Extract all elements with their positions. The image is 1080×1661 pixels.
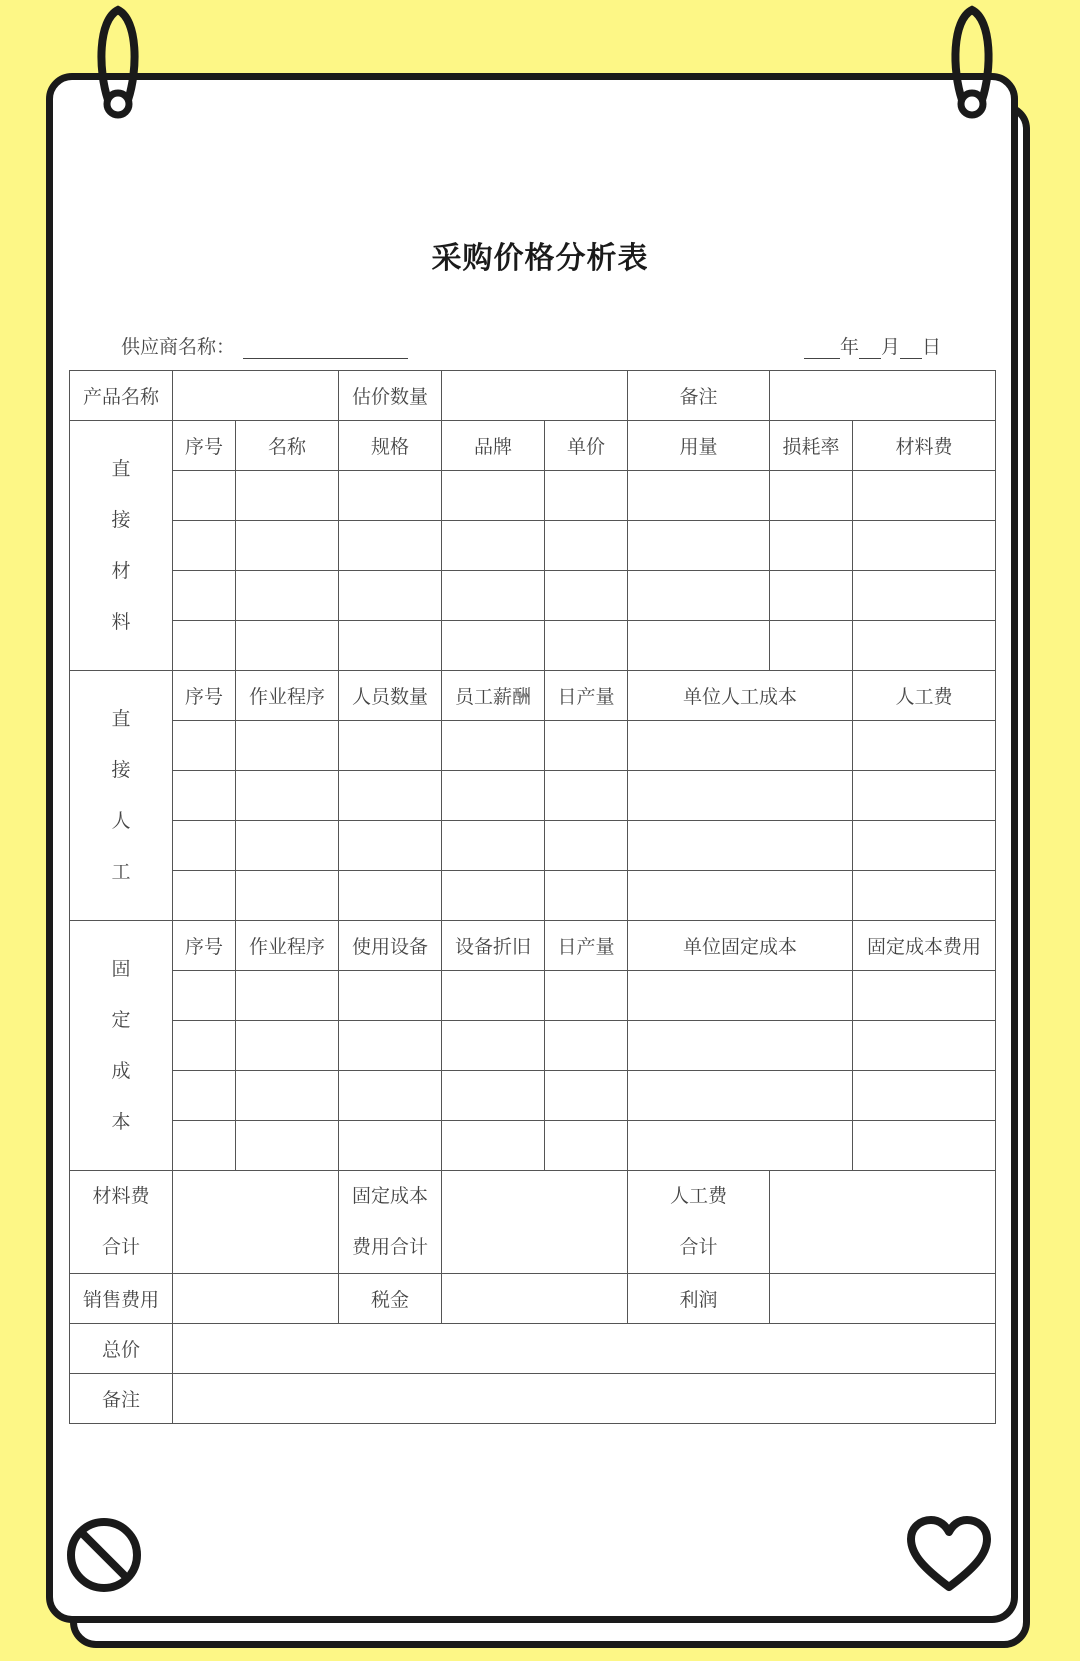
table-cell[interactable] — [853, 621, 996, 671]
column-header: 人工费 — [853, 671, 996, 721]
table-cell[interactable] — [628, 621, 770, 671]
table-cell[interactable] — [236, 971, 339, 1021]
table-row — [70, 971, 996, 1021]
column-header: 用量 — [628, 421, 770, 471]
binder-ring-right-icon — [948, 0, 996, 120]
label-line: 合计 — [679, 1236, 718, 1258]
bottom-remark-cell[interactable] — [173, 1374, 996, 1424]
table-cell[interactable] — [628, 721, 853, 771]
section-char: 料 — [111, 610, 131, 633]
table-cell[interactable] — [770, 471, 853, 521]
table-cell[interactable] — [442, 621, 545, 671]
column-header: 固定成本费用 — [853, 921, 996, 971]
table-row — [70, 1021, 996, 1071]
table-cell[interactable] — [545, 521, 628, 571]
table-cell[interactable] — [628, 821, 853, 871]
table-cell[interactable] — [339, 471, 442, 521]
day-label: 日 — [922, 336, 942, 358]
table-cell[interactable] — [442, 521, 545, 571]
product-name-cell[interactable] — [173, 371, 339, 421]
column-header: 作业程序 — [236, 671, 339, 721]
date-field — [804, 332, 941, 359]
table-cell[interactable] — [442, 771, 545, 821]
table-cell[interactable] — [173, 821, 236, 871]
table-cell[interactable] — [173, 971, 236, 1021]
column-header: 单位固定成本 — [628, 921, 853, 971]
table-cell[interactable] — [545, 871, 628, 921]
table-cell[interactable] — [173, 1021, 236, 1071]
label-line: 人工费 — [669, 1185, 727, 1207]
table-cell[interactable] — [545, 1121, 628, 1171]
table-cell[interactable] — [339, 1021, 442, 1071]
table-cell[interactable] — [628, 1021, 853, 1071]
table-cell[interactable] — [853, 721, 996, 771]
table-row — [70, 421, 996, 471]
section-char: 定 — [111, 1008, 131, 1031]
table-row — [70, 1374, 996, 1424]
table-cell[interactable] — [770, 621, 853, 671]
table-cell[interactable] — [236, 721, 339, 771]
table-cell[interactable] — [628, 471, 770, 521]
table-cell[interactable] — [173, 1121, 236, 1171]
supplier-field — [121, 332, 408, 359]
table-cell[interactable] — [173, 871, 236, 921]
table-cell[interactable] — [339, 971, 442, 1021]
column-header: 材料费 — [853, 421, 996, 471]
label-line: 固定成本 — [351, 1185, 428, 1207]
table-cell[interactable] — [545, 471, 628, 521]
column-header: 作业程序 — [236, 921, 339, 971]
section-char: 成 — [111, 1059, 131, 1082]
table-cell[interactable] — [545, 1021, 628, 1071]
fixed-total-cell[interactable] — [442, 1171, 628, 1274]
table-row — [70, 721, 996, 771]
table-cell[interactable] — [853, 1121, 996, 1171]
table-cell[interactable] — [339, 771, 442, 821]
table-cell[interactable] — [339, 1121, 442, 1171]
total-price-cell[interactable] — [173, 1324, 996, 1374]
year-label: 年 — [840, 336, 860, 358]
section-char: 接 — [111, 758, 131, 781]
month-blank[interactable] — [859, 338, 881, 359]
label-total-price: 总价 — [70, 1324, 173, 1374]
column-header: 员工薪酬 — [442, 671, 545, 721]
table-cell[interactable] — [853, 471, 996, 521]
remark-cell[interactable] — [770, 371, 996, 421]
table-cell[interactable] — [442, 871, 545, 921]
table-cell[interactable] — [236, 571, 339, 621]
table-cell[interactable] — [853, 771, 996, 821]
table-cell[interactable] — [173, 1071, 236, 1121]
table-cell[interactable] — [628, 521, 770, 571]
column-header: 序号 — [173, 421, 236, 471]
column-header: 名称 — [236, 421, 339, 471]
table-cell[interactable] — [339, 721, 442, 771]
year-blank[interactable] — [804, 338, 840, 359]
label-labor-total — [628, 1171, 770, 1274]
sales-expense-cell[interactable] — [173, 1274, 339, 1324]
table-cell[interactable] — [236, 871, 339, 921]
section-direct-material — [70, 421, 173, 671]
section-char: 工 — [111, 860, 131, 883]
table-cell[interactable] — [442, 571, 545, 621]
label-estimated-qty: 估价数量 — [339, 371, 442, 421]
table-cell[interactable] — [545, 771, 628, 821]
table-cell[interactable] — [628, 771, 853, 821]
table-cell[interactable] — [236, 621, 339, 671]
table-row — [70, 571, 996, 621]
price-analysis-table — [69, 370, 996, 1424]
day-blank[interactable] — [900, 338, 922, 359]
column-header: 使用设备 — [339, 921, 442, 971]
table-cell[interactable] — [628, 971, 853, 1021]
heart-icon — [905, 1515, 993, 1595]
table-cell[interactable] — [545, 721, 628, 771]
labor-total-cell[interactable] — [770, 1171, 996, 1274]
table-cell[interactable] — [236, 1021, 339, 1071]
table-cell[interactable] — [628, 1121, 853, 1171]
tax-cell[interactable] — [442, 1274, 628, 1324]
supplier-label: 供应商名称： — [121, 336, 236, 358]
label-material-total — [70, 1171, 173, 1274]
table-cell[interactable] — [442, 1071, 545, 1121]
label-fixed-total — [339, 1171, 442, 1274]
table-row — [70, 521, 996, 571]
column-header: 品牌 — [442, 421, 545, 471]
table-cell[interactable] — [628, 1071, 853, 1121]
table-cell[interactable] — [339, 621, 442, 671]
table-cell[interactable] — [853, 821, 996, 871]
table-row — [70, 871, 996, 921]
section-direct-labor — [70, 671, 173, 921]
table-cell[interactable] — [545, 1071, 628, 1121]
table-row — [70, 1071, 996, 1121]
profit-cell[interactable] — [770, 1274, 996, 1324]
table-row — [70, 671, 996, 721]
table-cell[interactable] — [339, 821, 442, 871]
column-header: 单位人工成本 — [628, 671, 853, 721]
table-cell[interactable] — [853, 571, 996, 621]
table-cell[interactable] — [628, 571, 770, 621]
label-line: 材料费 — [92, 1185, 150, 1207]
table-row — [70, 821, 996, 871]
column-header: 日产量 — [545, 671, 628, 721]
section-char: 直 — [111, 707, 131, 730]
estimated-qty-cell[interactable] — [442, 371, 628, 421]
table-row — [70, 621, 996, 671]
section-char: 固 — [111, 957, 131, 980]
table-cell[interactable] — [236, 521, 339, 571]
table-cell[interactable] — [236, 1071, 339, 1121]
table-cell[interactable] — [853, 1071, 996, 1121]
table-cell[interactable] — [545, 621, 628, 671]
table-row — [70, 1121, 996, 1171]
table-cell[interactable] — [339, 1071, 442, 1121]
table-cell[interactable] — [442, 971, 545, 1021]
section-char: 直 — [111, 457, 131, 480]
table-cell[interactable] — [236, 821, 339, 871]
table-row — [70, 371, 996, 421]
table-cell[interactable] — [236, 471, 339, 521]
column-header: 设备折旧 — [442, 921, 545, 971]
table-row — [70, 471, 996, 521]
column-header: 序号 — [173, 921, 236, 971]
table-row — [70, 1274, 996, 1324]
column-header: 序号 — [173, 671, 236, 721]
section-fixed-cost — [70, 921, 173, 1171]
table-cell[interactable] — [853, 521, 996, 571]
column-header: 单价 — [545, 421, 628, 471]
table-cell[interactable] — [173, 521, 236, 571]
table-cell[interactable] — [545, 821, 628, 871]
table-cell[interactable] — [173, 471, 236, 521]
label-tax: 税金 — [339, 1274, 442, 1324]
label-remark: 备注 — [628, 371, 770, 421]
table-row — [70, 771, 996, 821]
table-row — [70, 1324, 996, 1374]
page-title: 采购价格分析表 — [431, 241, 649, 276]
supplier-blank[interactable] — [243, 338, 408, 359]
table-cell[interactable] — [442, 1121, 545, 1171]
column-header: 规格 — [339, 421, 442, 471]
table-cell[interactable] — [442, 821, 545, 871]
table-cell[interactable] — [853, 871, 996, 921]
section-char: 人 — [111, 809, 131, 832]
table-cell[interactable] — [545, 971, 628, 1021]
label-bottom-remark: 备注 — [70, 1374, 173, 1424]
column-header: 日产量 — [545, 921, 628, 971]
table-cell[interactable] — [442, 1021, 545, 1071]
section-char: 材 — [111, 559, 131, 582]
table-cell[interactable] — [853, 971, 996, 1021]
table-cell[interactable] — [173, 571, 236, 621]
table-cell[interactable] — [853, 1021, 996, 1071]
table-cell[interactable] — [442, 721, 545, 771]
label-line: 费用合计 — [351, 1236, 428, 1258]
table-cell[interactable] — [442, 471, 545, 521]
material-total-cell[interactable] — [173, 1171, 339, 1274]
column-header: 人员数量 — [339, 671, 442, 721]
table-cell[interactable] — [339, 871, 442, 921]
table-cell[interactable] — [770, 571, 853, 621]
label-sales-expense: 销售费用 — [70, 1274, 173, 1324]
column-header: 损耗率 — [770, 421, 853, 471]
binder-ring-left-icon — [94, 0, 142, 120]
label-line: 合计 — [101, 1236, 140, 1258]
table-cell[interactable] — [339, 521, 442, 571]
table-cell[interactable] — [173, 621, 236, 671]
section-char: 接 — [111, 508, 131, 531]
label-profit: 利润 — [628, 1274, 770, 1324]
label-product-name: 产品名称 — [70, 371, 173, 421]
prohibited-icon — [64, 1515, 144, 1595]
table-cell[interactable] — [770, 521, 853, 571]
table-row — [70, 921, 996, 971]
table-cell[interactable] — [339, 571, 442, 621]
month-label: 月 — [881, 336, 901, 358]
table-cell[interactable] — [173, 721, 236, 771]
table-cell[interactable] — [236, 771, 339, 821]
table-cell[interactable] — [545, 571, 628, 621]
section-char: 本 — [111, 1110, 131, 1133]
table-cell[interactable] — [173, 771, 236, 821]
table-cell[interactable] — [236, 1121, 339, 1171]
table-cell[interactable] — [628, 871, 853, 921]
